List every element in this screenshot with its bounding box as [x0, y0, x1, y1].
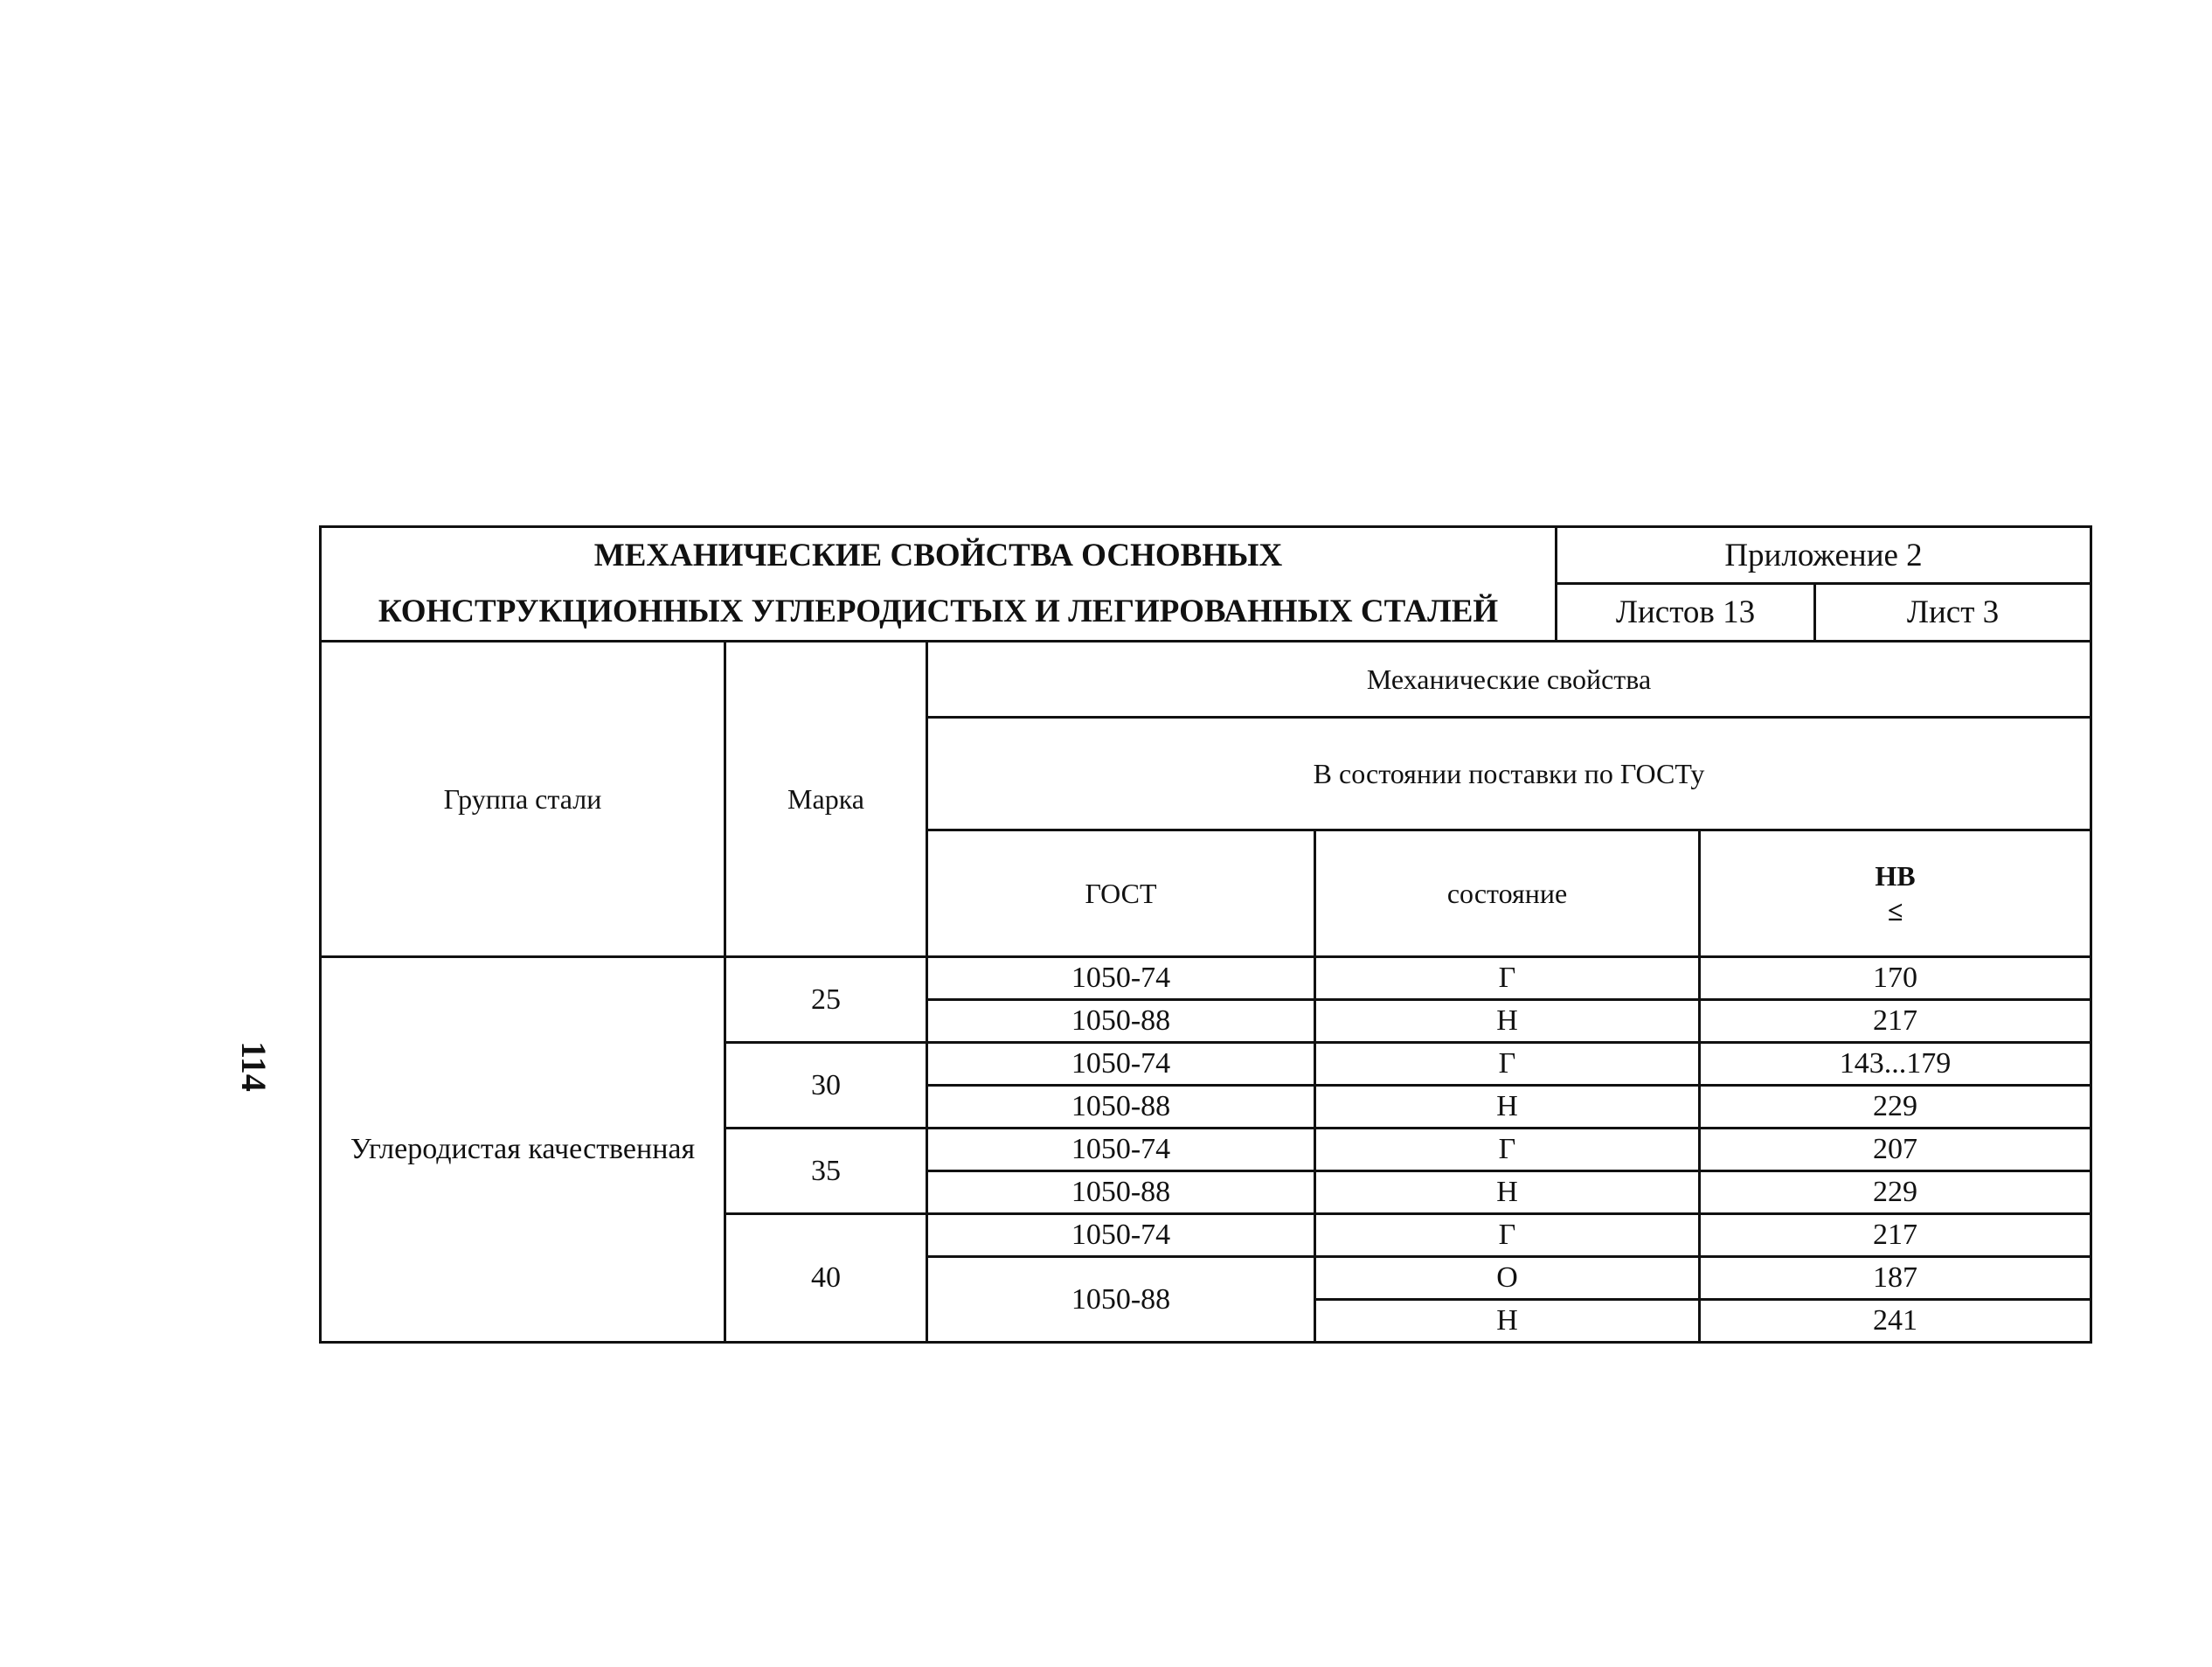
document-header: [319, 525, 2092, 642]
hb-symbol: HB: [1875, 860, 1916, 892]
hb-cell: 229: [1700, 1086, 2091, 1129]
grade-cell: 25: [725, 957, 927, 1043]
state-cell: Г: [1315, 1214, 1700, 1257]
header-grade: Марка: [725, 642, 927, 957]
header-state: состояние: [1315, 830, 1700, 957]
grade-cell: 40: [725, 1214, 927, 1343]
sheets-total: Листов 13: [1557, 584, 1815, 642]
state-cell: Г: [1315, 1043, 1700, 1086]
state-cell: О: [1315, 1257, 1700, 1300]
header-gost: ГОСТ: [927, 830, 1315, 957]
appendix-label: Приложение 2: [1557, 527, 2091, 584]
hb-cell: 187: [1700, 1257, 2091, 1300]
steel-group: Углеродистая качественная: [321, 957, 725, 1343]
gost-cell: 1050-74: [927, 1043, 1315, 1086]
document-title: [321, 527, 1557, 642]
state-cell: Н: [1315, 1086, 1700, 1129]
gost-cell: 1050-88: [927, 1171, 1315, 1214]
page-number: 114: [234, 1041, 274, 1092]
hb-cell: 143...179: [1700, 1043, 2091, 1086]
hb-cell: 217: [1700, 1214, 2091, 1257]
hb-limit: ≤: [1887, 895, 1903, 927]
hb-cell: 241: [1700, 1300, 2091, 1343]
header-delivery: В состоянии поставки по ГОСТу: [927, 718, 2091, 830]
hb-cell: 217: [1700, 1000, 2091, 1043]
title-line-1: МЕХАНИЧЕСКИЕ СВОЙСТВА ОСНОВНЫХ: [593, 538, 1283, 573]
state-cell: Н: [1315, 1000, 1700, 1043]
state-cell: Г: [1315, 957, 1700, 1000]
header-hb: [1700, 830, 2091, 957]
hb-cell: 229: [1700, 1171, 2091, 1214]
title-line-2: КОНСТРУКЦИОННЫХ УГЛЕРОДИСТЫХ И ЛЕГИРОВАННЫХ СТАЛЕЙ: [378, 594, 1499, 629]
gost-cell: 1050-88: [927, 1086, 1315, 1129]
hb-cell: 207: [1700, 1129, 2091, 1171]
gost-cell: 1050-74: [927, 957, 1315, 1000]
header-mech: Механические свойства: [927, 642, 2091, 718]
properties-table: [319, 640, 2092, 1344]
gost-cell: 1050-88: [927, 1257, 1315, 1343]
state-cell: Г: [1315, 1129, 1700, 1171]
gost-cell: 1050-74: [927, 1129, 1315, 1171]
header-group: Группа стали: [321, 642, 725, 957]
table-row: [321, 957, 2091, 1000]
hb-cell: 170: [1700, 957, 2091, 1000]
grade-cell: 35: [725, 1129, 927, 1214]
sheet-number: Лист 3: [1815, 584, 2091, 642]
grade-cell: 30: [725, 1043, 927, 1129]
state-cell: Н: [1315, 1171, 1700, 1214]
state-cell: Н: [1315, 1300, 1700, 1343]
gost-cell: 1050-74: [927, 1214, 1315, 1257]
gost-cell: 1050-88: [927, 1000, 1315, 1043]
